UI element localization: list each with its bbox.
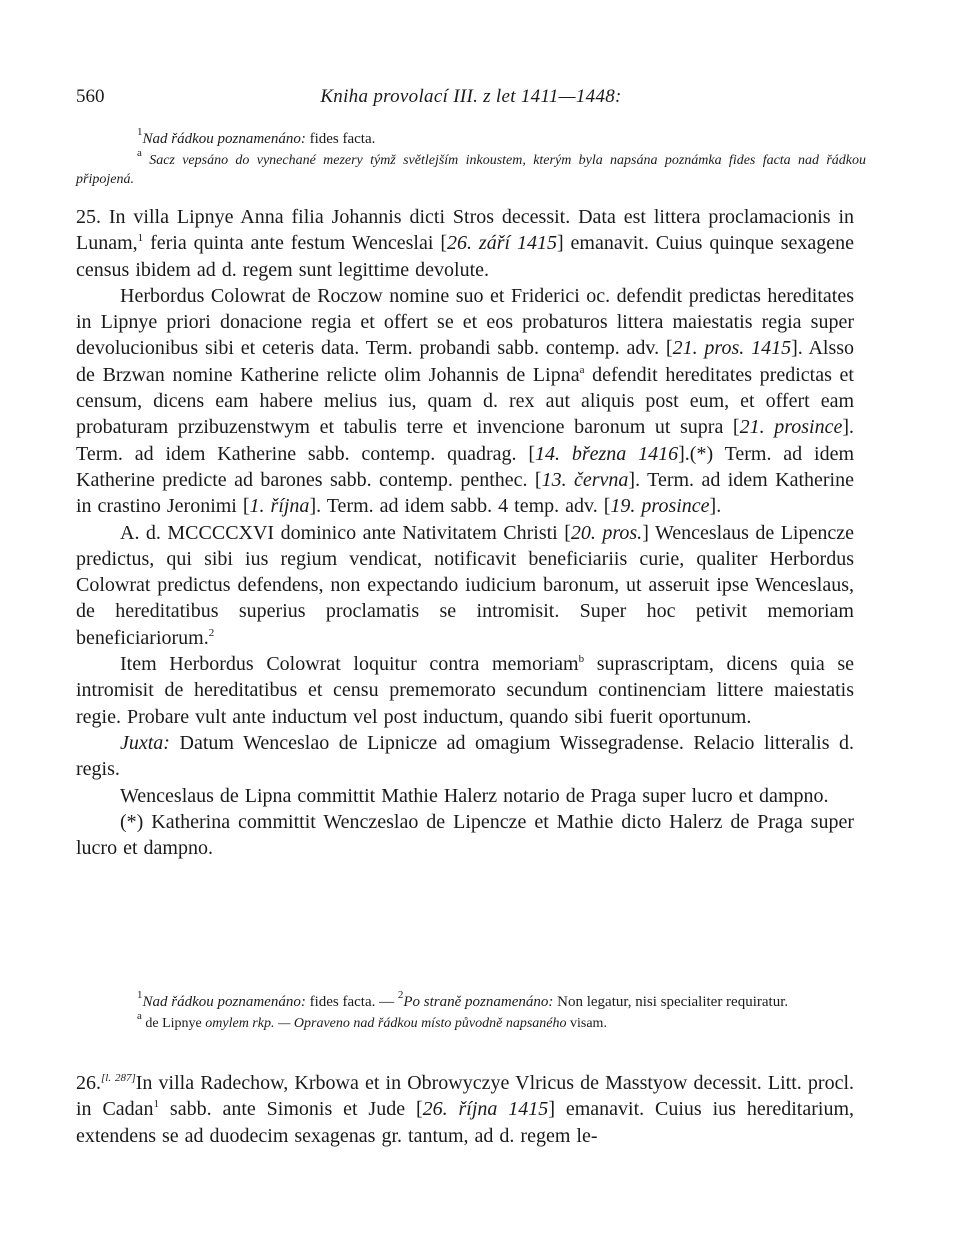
date-gloss: 26. října 1415 — [422, 1098, 549, 1121]
date-gloss: 13. června — [541, 468, 629, 491]
text: A. d. MCCCCXVI dominico ante Nativitatem Christi [ — [120, 521, 571, 544]
date-gloss: 14. března 1416 — [535, 442, 679, 465]
footnote-ref: 1 — [153, 1098, 160, 1111]
text: sabb. ante Simonis et Jude [ — [159, 1098, 423, 1121]
date-gloss: 19. prosince — [610, 495, 710, 518]
text: ]. Term. ad idem Katherine sabb. contemp. quadrag. [ — [76, 416, 855, 465]
footnote-marker: a — [137, 1010, 142, 1022]
text: ]. Alsso de Brzwan nomine Katherine relicte olim Johannis de Lipna — [76, 337, 855, 386]
footnote-text: de Lipnye — [141, 1016, 206, 1031]
date-gloss: 26. září 1415 — [447, 232, 557, 255]
page-header — [76, 86, 866, 112]
text: ]. Term. ad idem sabb. 4 temp. adv. [ — [309, 495, 611, 518]
footnote-marker: 2 — [397, 989, 404, 1001]
running-title: Kniha provolací III. z let 1411—1448: — [320, 86, 622, 107]
footnote-italic: omylem rkp. — Opraveno nad řádkou místo původně napsaného — [205, 1016, 567, 1031]
footnote-a-top — [76, 147, 866, 189]
text: Datum Wenceslao de Lipnicze ad omagium Wissegradense. Relacio litteralis d. regis. — [76, 731, 854, 781]
footnote-marker: 1 — [137, 989, 143, 1001]
paragraph: (*) Katherina committit Wenczeslao de Lipencze et Mathie dicto Halerz de Praga super lucro et dampno. — [76, 810, 854, 860]
text: In villa Radechow, Krbowa et in Obrowyczye Vlricus de Masstyow decessit. Litt. procl. in Cadan — [76, 1072, 855, 1121]
date-gloss: 21. prosince — [739, 416, 843, 439]
paragraph — [76, 651, 854, 730]
date-gloss: 1. října — [249, 495, 310, 518]
text: ] emanavit. Cuius ius hereditarium, extendens se ad duodecim sexagenas gr. tantum, ad d. regem le- — [76, 1098, 854, 1147]
footnote-line — [76, 989, 866, 1013]
text: feria quinta ante festum Wenceslai [ — [143, 232, 447, 255]
footnote-marker: 1 — [137, 126, 143, 138]
text: suprascriptam, dicens quia se intromisit de hereditatibus et censu prememorato secundum continenciam littere maiestatis regie. Probare vult ante inductum vel post inductum, quando sibi fuerit oportunum. — [76, 653, 855, 728]
paragraph: Wenceslaus de Lipna committit Mathie Halerz notario de Praga super lucro et dampno. — [120, 784, 829, 807]
footnote-italic: Po straně poznamenáno: — [403, 994, 554, 1010]
footnote-text: Sacz vepsáno do vynechané mezery týmž světlejším inkoustem, kterým byla napsána poznámka fides facta nad řádkou připojená. — [76, 153, 866, 187]
footnote-text: fides facta. — [305, 131, 376, 147]
text: ] emanavit. Cuius quinque sexagene census ibidem ad d. regem sunt legittime devolute. — [76, 232, 855, 281]
text: defendit hereditates predictas et censum, dicens eam habere melius ius, quam d. rex aut aliquis post eum, et offert eam probaturam przibuzenstwym et tabulis terre et invencione baronum ut supra [ — [76, 363, 854, 439]
text: ].(*) Term. ad idem Katherine predicte ad barones sabb. contemp. penthec. [ — [76, 442, 855, 491]
paragraph — [76, 520, 854, 651]
text: Juxta: — [120, 731, 170, 754]
footnote-text: Non legatur, nisi specialiter requiratur. — [553, 994, 789, 1010]
text: Herbordus Colowrat de Roczow nomine suo et Friderici oc. defendit predictas hereditates in Lipnye priori donacione regia et offert se et eos probaturos littera maiestatis regia super devolucionibus sibi et ceteris data. Term. probandi sabb. contemp. adv. [ — [76, 284, 854, 360]
text: ] Wenceslaus de Lipencze predictus, qui sibi ius regium vendicat, notificavit beneficiariis curie, qualiter Herbordus Colowrat predictus defendens, non expectando iudicium baronum, ut asseruit ipse Wenceslaus, de hereditatibus superius proclamatis se intromisit. Super hoc petivit memoriam beneficiariorum. — [76, 521, 854, 649]
text: ]. Term. ad idem Katherine in crastino Jeronimi [ — [76, 468, 854, 518]
text: ]. — [709, 495, 722, 518]
paragraph — [76, 730, 854, 783]
footnote-marker: a — [137, 147, 142, 159]
date-gloss: 21. pros. 1415 — [672, 337, 792, 360]
footnotes-middle — [76, 989, 866, 1034]
date-gloss: 20. pros. — [570, 521, 643, 544]
footnote-ref: a — [579, 363, 585, 376]
entry-26 — [76, 1070, 854, 1149]
folio-ref: [l. 287] — [101, 1072, 136, 1084]
footnote-ref: b — [578, 653, 585, 666]
text: Item Herbordus Colowrat loquitur contra memoriam — [120, 653, 579, 676]
paragraph — [76, 1070, 854, 1149]
entry-number: 26. — [76, 1072, 101, 1094]
footnote-italic: Nad řádkou poznamenáno: — [142, 131, 306, 147]
footnote-1-top — [76, 126, 866, 149]
footnote-italic: Nad řádkou poznamenáno: — [142, 994, 306, 1010]
footnote-ref: 2 — [208, 626, 215, 639]
page-number: 560 — [76, 86, 105, 107]
footnote-text: fides facta. — — [305, 994, 398, 1010]
entry-25 — [76, 204, 854, 861]
footnote-line — [76, 1010, 866, 1034]
footnote-ref: 1 — [137, 232, 144, 245]
paragraph — [76, 283, 854, 520]
footnote-text: visam. — [566, 1016, 607, 1031]
paragraph — [76, 204, 854, 283]
text: 25. In villa Lipnye Anna filia Johannis dicti Stros decessit. Data est littera proclamacionis in Lunam, — [76, 206, 854, 255]
